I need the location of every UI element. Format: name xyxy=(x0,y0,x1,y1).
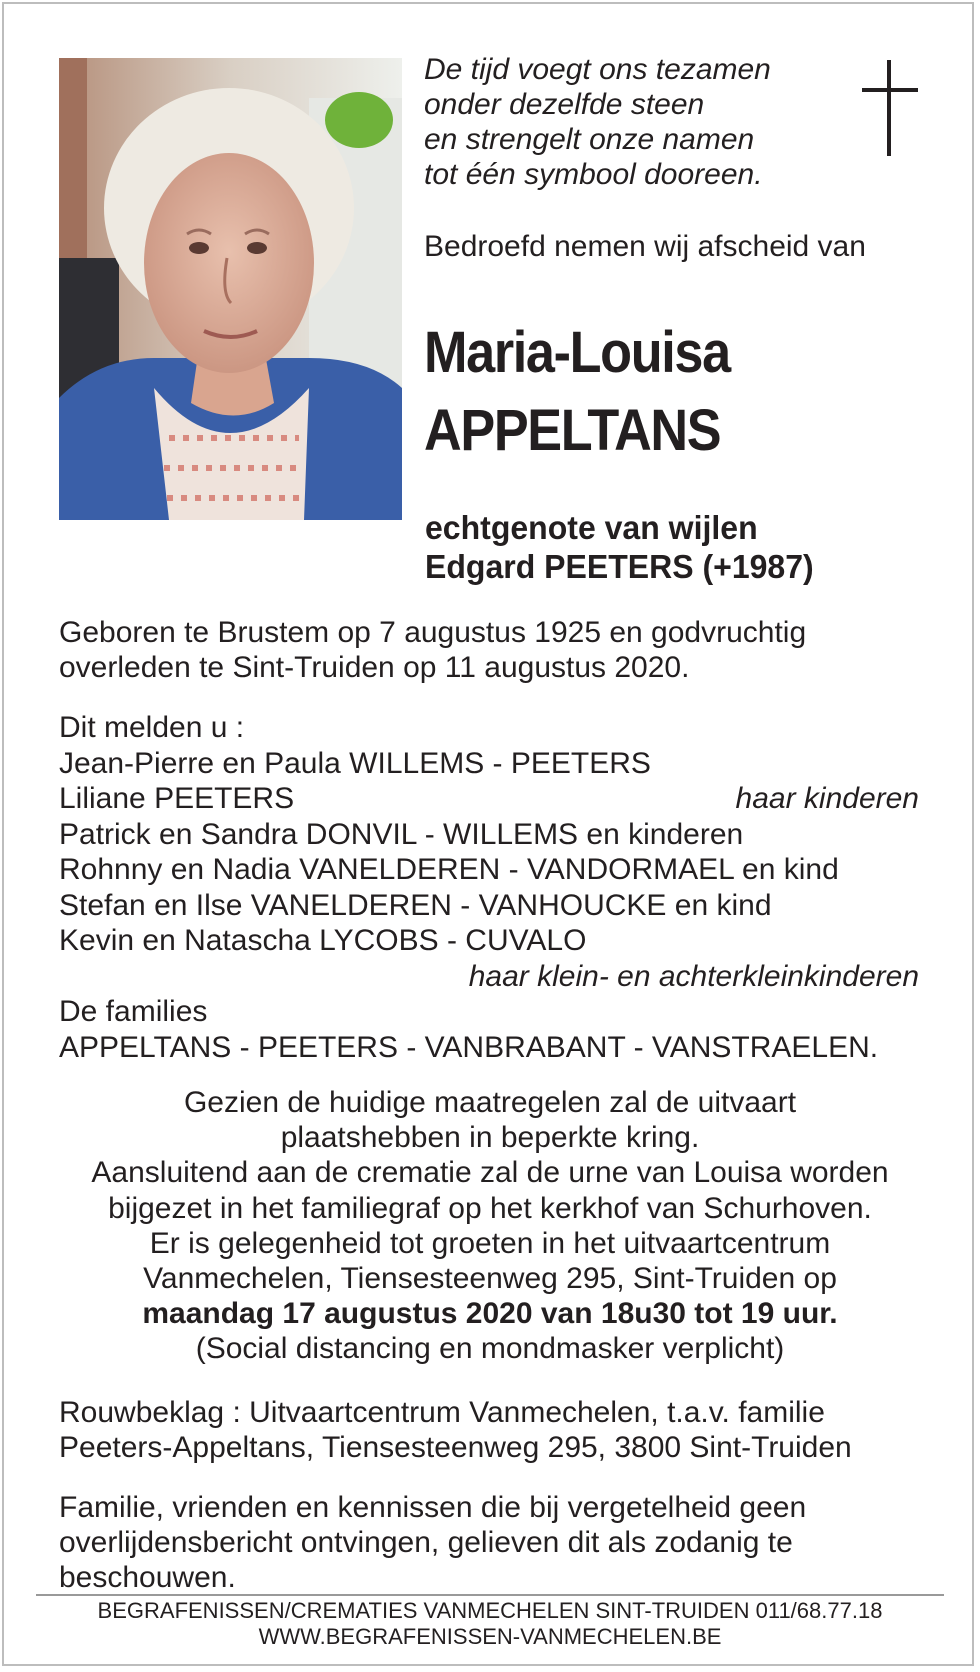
deceased-first-name: Maria-Louisa xyxy=(424,320,730,385)
ceremony-info xyxy=(40,1085,940,1367)
portrait-photo xyxy=(59,58,402,520)
ceremony-line: Aansluitend aan de crematie zal de urne van Louisa worden xyxy=(91,1156,889,1190)
condolences-info xyxy=(59,1395,852,1465)
poem-line: tot één symbool dooreen. xyxy=(424,158,763,191)
poem-line: onder dezelfde steen xyxy=(424,88,705,121)
condolences-line: Peeters-Appeltans, Tiensesteenweg 295, 3800 Sint-Truiden xyxy=(59,1431,852,1464)
list-item: Rohnny en Nadia VANELDEREN - VANDORMAEL en kind xyxy=(59,853,839,886)
cross-icon xyxy=(862,60,918,156)
footer-website: WWW.BEGRAFENISSEN-VANMECHELEN.BE xyxy=(258,1624,722,1649)
spouse-line: echtgenote van wijlen xyxy=(425,509,758,546)
birth-line: Geboren te Brustem op 7 augustus 1925 en godvruchtig xyxy=(59,616,807,649)
ceremony-line: plaatshebben in beperkte kring. xyxy=(280,1121,700,1155)
list-item: Jean-Pierre en Paula WILLEMS - PEETERS xyxy=(59,746,651,780)
list-item: Patrick en Sandra DONVIL - WILLEMS en kinderen xyxy=(59,817,744,851)
poem xyxy=(424,52,824,192)
list-item xyxy=(59,781,919,817)
footer-divider xyxy=(36,1594,944,1596)
ceremony-date: maandag 17 augustus 2020 van 18u30 tot 19 uur. xyxy=(142,1297,838,1331)
announcers-list xyxy=(59,710,919,1065)
list-item: Kevin en Natascha LYCOBS - CUVALO xyxy=(59,924,587,957)
families-heading: De families xyxy=(59,995,208,1028)
ceremony-line: Er is gelegenheid tot groeten in het uitvaartcentrum xyxy=(149,1226,831,1260)
deceased-last-name: APPELTANS xyxy=(424,398,721,463)
spouse-info xyxy=(425,508,814,586)
list-item-text: Liliane PEETERS xyxy=(59,782,295,815)
families-list: APPELTANS - PEETERS - VANBRABANT - VANSTRAELEN. xyxy=(59,1030,879,1064)
condolences-line: Rouwbeklag : Uitvaartcentrum Vanmechelen, t.a.v. familie xyxy=(59,1396,825,1429)
footer xyxy=(36,1598,944,1650)
list-item: Stefan en Ilse VANELDEREN - VANHOUCKE en kind xyxy=(59,888,772,922)
ceremony-line: bijgezet in het familiegraf op het kerkhof van Schurhoven. xyxy=(108,1191,872,1225)
notice-line: beschouwen. xyxy=(59,1561,236,1594)
birth-death-info xyxy=(59,615,806,685)
ceremony-line: Vanmechelen, Tiensesteenweg 295, Sint-Truiden op xyxy=(143,1262,837,1296)
list-item xyxy=(59,959,919,995)
intro-text: Bedroefd nemen wij afscheid van xyxy=(424,230,866,263)
grandchildren-label: haar klein- en achterkleinkinderen xyxy=(468,959,919,993)
poem-line: en strengelt onze namen xyxy=(424,123,755,156)
notice-text xyxy=(59,1490,806,1595)
children-label: haar kinderen xyxy=(735,782,919,815)
ceremony-note: (Social distancing en mondmasker verplicht) xyxy=(195,1332,785,1366)
spouse-line: Edgard PEETERS (+1987) xyxy=(425,548,814,585)
notice-line: Familie, vrienden en kennissen die bij vergetelheid geen xyxy=(59,1491,807,1524)
footer-company: BEGRAFENISSEN/CREMATIES VANMECHELEN SINT-TRUIDEN 011/68.77.18 xyxy=(97,1598,883,1623)
deceased-name xyxy=(424,314,730,470)
ceremony-line: Gezien de huidige maatregelen zal de uitvaart xyxy=(183,1086,797,1119)
announcers-heading: Dit melden u : xyxy=(59,711,245,744)
notice-line: overlijdensbericht ontvingen, gelieven dit als zodanig te xyxy=(59,1526,793,1559)
poem-line: De tijd voegt ons tezamen xyxy=(424,53,771,86)
death-line: overleden te Sint-Truiden op 11 augustus 2020. xyxy=(59,651,690,684)
